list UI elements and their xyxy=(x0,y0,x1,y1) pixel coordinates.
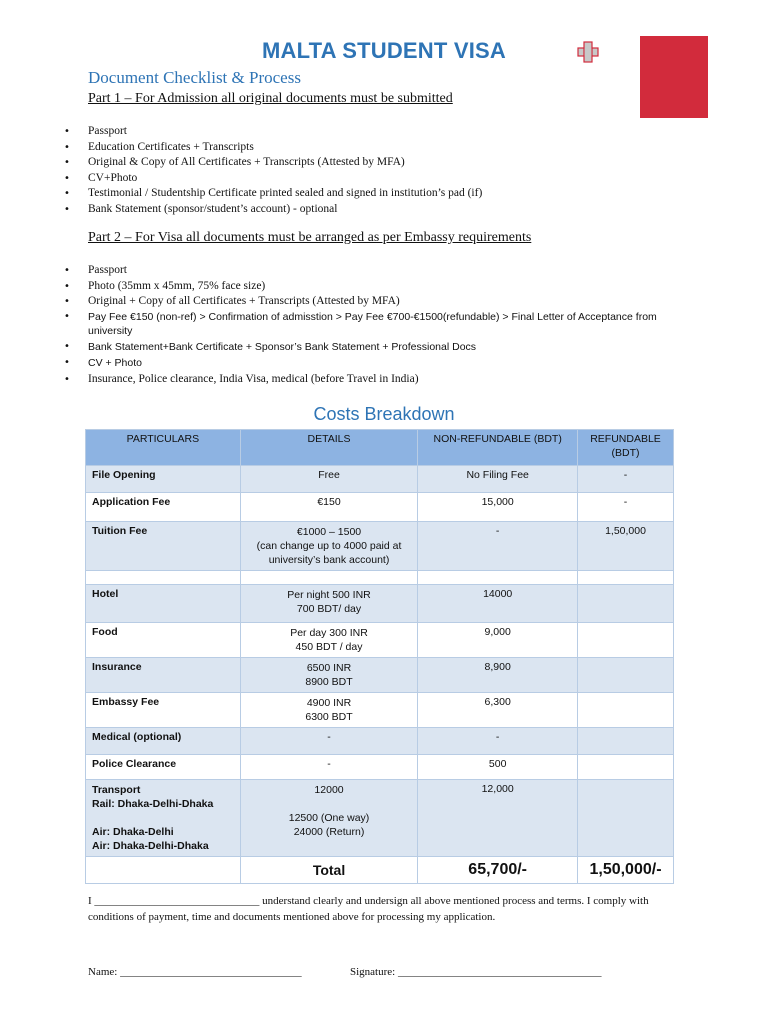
george-cross-icon xyxy=(576,40,600,64)
costs-table xyxy=(85,429,674,884)
signature-line: Signature: _____________________________________ xyxy=(350,966,602,978)
part2-heading: Part 2 – For Visa all documents must be arranged as per Embassy requirements xyxy=(88,230,532,245)
table-row xyxy=(86,728,674,755)
cell-details: 4900 INR 6300 BDT xyxy=(240,693,418,728)
cell-ref: - xyxy=(578,493,674,522)
cell-nonref: 500 xyxy=(418,755,578,780)
table-row xyxy=(86,780,674,857)
costs-title: Costs Breakdown xyxy=(313,404,455,424)
total-ref: 1,50,000/- xyxy=(578,857,674,884)
list-item: • Education Certificates + Transcripts xyxy=(64,140,684,156)
cell-ref xyxy=(578,658,674,693)
cell-particular: Hotel xyxy=(86,585,241,623)
cell-particular: Food xyxy=(86,623,241,658)
cell-particular: Transport Rail: Dhaka-Delhi-Dhaka Air: Dhaka-Delhi Air: Dhaka-Delhi-Dhaka xyxy=(86,780,241,857)
list-item: • Passport xyxy=(64,263,684,279)
total-row xyxy=(86,857,674,884)
table-row xyxy=(86,623,674,658)
cell-ref xyxy=(578,780,674,857)
cell-details: Per day 300 INR 450 BDT / day xyxy=(240,623,418,658)
cell-particular: Insurance xyxy=(86,658,241,693)
list-item: • Original + Copy of all Certificates + Transcripts (Attested by MFA) xyxy=(64,294,684,310)
table-row xyxy=(86,585,674,623)
cell-particular: Medical (optional) xyxy=(86,728,241,755)
column-header: NON-REFUNDABLE (BDT) xyxy=(418,430,578,466)
cell-nonref xyxy=(418,571,578,585)
list-item: • CV + Photo xyxy=(64,356,684,370)
cell-details xyxy=(240,571,418,585)
cell-details: - xyxy=(240,755,418,780)
cell-ref xyxy=(578,693,674,728)
cell-details: €1000 – 1500 (can change up to 4000 paid at university’s bank account) xyxy=(240,522,418,571)
cell-particular: Tuition Fee xyxy=(86,522,241,571)
column-header: REFUNDABLE (BDT) xyxy=(578,430,674,466)
list-item: • CV+Photo xyxy=(64,171,684,187)
cell-details: - xyxy=(240,728,418,755)
table-row xyxy=(86,522,674,571)
list-item: • Passport xyxy=(64,124,684,140)
table-row xyxy=(86,755,674,780)
cell-particular: Embassy Fee xyxy=(86,693,241,728)
cell-ref xyxy=(578,571,674,585)
part1-heading: Part 1 – For Admission all original documents must be submitted xyxy=(88,91,453,106)
list-item: • Testimonial / Studentship Certificate printed sealed and signed in institution’s pad (if) xyxy=(64,186,684,202)
checklist-heading: Document Checklist & Process xyxy=(88,68,301,87)
cell-ref xyxy=(578,755,674,780)
cell-nonref: No Filing Fee xyxy=(418,466,578,493)
part1-list xyxy=(64,124,684,218)
cell-ref xyxy=(578,623,674,658)
cell-ref: - xyxy=(578,466,674,493)
column-header: DETAILS xyxy=(240,430,418,466)
total-nonref: 65,700/- xyxy=(418,857,578,884)
cell-details: €150 xyxy=(240,493,418,522)
cell-ref xyxy=(578,585,674,623)
table-row xyxy=(86,493,674,522)
list-item: • Bank Statement+Bank Certificate + Sponsor’s Bank Statement + Professional Docs xyxy=(64,340,684,354)
list-item: • Pay Fee €150 (non-ref) > Confirmation of admisstion > Pay Fee €700-€1500(refundable) > Final Letter of Acceptance from university xyxy=(64,310,684,338)
cell-details: 6500 INR 8900 BDT xyxy=(240,658,418,693)
table-row xyxy=(86,466,674,493)
cell-nonref: 15,000 xyxy=(418,493,578,522)
list-item: • Insurance, Police clearance, India Visa, medical (before Travel in India) xyxy=(64,372,684,388)
cell-particular xyxy=(86,571,241,585)
cell-details: Per night 500 INR 700 BDT/ day xyxy=(240,585,418,623)
malta-flag-red-half xyxy=(640,36,708,118)
cell-particular: File Opening xyxy=(86,466,241,493)
cell-particular: Application Fee xyxy=(86,493,241,522)
cell-nonref: - xyxy=(418,728,578,755)
cell-details: 12000 12500 (One way) 24000 (Return) xyxy=(240,780,418,857)
cell-nonref: - xyxy=(418,522,578,571)
column-header: PARTICULARS xyxy=(86,430,241,466)
cell-particular: Police Clearance xyxy=(86,755,241,780)
name-line: Name: _________________________________ xyxy=(88,966,302,978)
cell-ref xyxy=(578,728,674,755)
part2-list xyxy=(64,263,684,387)
list-item: • Original & Copy of All Certificates + Transcripts (Attested by MFA) xyxy=(64,155,684,171)
cell-nonref: 12,000 xyxy=(418,780,578,857)
cell-ref: 1,50,000 xyxy=(578,522,674,571)
list-item: • Photo (35mm x 45mm, 75% face size) xyxy=(64,279,684,295)
total-label: Total xyxy=(240,857,418,884)
cell-nonref: 9,000 xyxy=(418,623,578,658)
total-spacer xyxy=(86,857,241,884)
cell-nonref: 6,300 xyxy=(418,693,578,728)
list-item: • Bank Statement (sponsor/student’s account) - optional xyxy=(64,202,684,218)
table-row xyxy=(86,658,674,693)
cell-nonref: 14000 xyxy=(418,585,578,623)
table-row xyxy=(86,693,674,728)
cell-nonref: 8,900 xyxy=(418,658,578,693)
table-row xyxy=(86,571,674,585)
cell-details: Free xyxy=(240,466,418,493)
document-title: MALTA STUDENT VISA xyxy=(262,38,506,63)
declaration-text: I ______________________________ understand clearly and undersign all above mentioned process and terms. I comply with conditions of payment, time and documents mentioned above for processing my application. xyxy=(88,895,649,923)
